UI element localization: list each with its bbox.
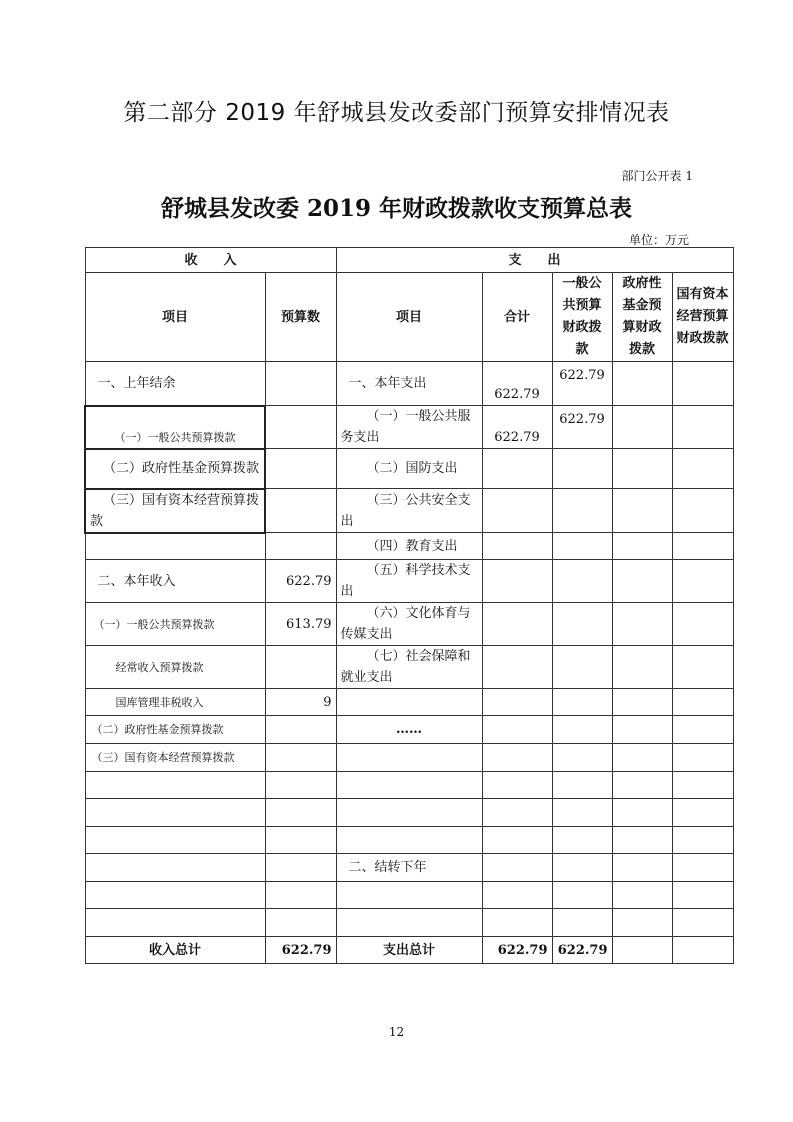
income-item: （二）政府性基金预算拨款 <box>85 449 265 489</box>
fund-value <box>612 854 672 882</box>
state-capital-header: 国有资本经营预算财政拨款 <box>672 273 733 362</box>
expense-total-header: 合计 <box>482 273 552 362</box>
income-item <box>85 827 265 854</box>
expense-total: 622.79 <box>482 362 552 406</box>
table-row <box>85 799 733 827</box>
table-row <box>85 489 733 533</box>
expense-item: （六）文化体育与传媒支出 <box>336 603 482 646</box>
fund-value <box>612 744 672 772</box>
expense-total-label: 支出总计 <box>336 937 482 964</box>
totals-row <box>85 937 733 964</box>
table-row <box>85 603 733 646</box>
state-value <box>672 489 733 533</box>
income-value <box>265 799 336 827</box>
expense-item: （五）科学技术支出 <box>336 560 482 603</box>
expense-total <box>482 799 552 827</box>
unit-label: 单位：万元 <box>628 233 689 247</box>
table-row <box>85 362 733 406</box>
state-value <box>672 362 733 406</box>
income-item: （二）政府性基金预算拨款 <box>85 716 265 744</box>
expense-item: （一）一般公共服务支出 <box>336 406 482 449</box>
income-value <box>265 449 336 489</box>
expense-total <box>482 533 552 560</box>
income-value: 9 <box>265 689 336 716</box>
income-value <box>265 646 336 689</box>
fund-value <box>612 560 672 603</box>
income-value: 622.79 <box>265 560 336 603</box>
income-item: （三）国有资本经营预算拨款 <box>85 744 265 772</box>
state-value <box>672 560 733 603</box>
income-item: （三）国有资本经营预算拨款 <box>85 489 265 533</box>
expense-item: （四）教育支出 <box>336 533 482 560</box>
income-value <box>265 772 336 799</box>
expense-item: （三）公共安全支出 <box>336 489 482 533</box>
income-item <box>85 533 265 560</box>
general-value <box>552 560 612 603</box>
expense-item: …… <box>336 716 482 744</box>
general-value <box>552 603 612 646</box>
fund-value <box>612 449 672 489</box>
page-number: 12 <box>388 1025 405 1039</box>
fund-value <box>612 909 672 937</box>
expense-item: 一、本年支出 <box>336 362 482 406</box>
state-value <box>672 827 733 854</box>
state-value <box>672 799 733 827</box>
general-value <box>552 449 612 489</box>
table-row <box>85 854 733 882</box>
general-value: 622.79 <box>552 362 612 406</box>
state-total-value <box>672 937 733 964</box>
expense-total <box>482 744 552 772</box>
income-value <box>265 882 336 909</box>
income-value <box>265 854 336 882</box>
general-value <box>552 854 612 882</box>
income-item-header: 项目 <box>85 273 265 362</box>
expense-header: 支 出 <box>336 248 733 273</box>
fund-value <box>612 882 672 909</box>
general-value <box>552 744 612 772</box>
table-title: 舒城县发改委 2019 年财政拨款收支预算总表 <box>160 195 633 222</box>
general-value <box>552 489 612 533</box>
table-row <box>85 646 733 689</box>
expense-item <box>336 744 482 772</box>
expense-item <box>336 799 482 827</box>
fund-value <box>612 827 672 854</box>
income-value <box>265 827 336 854</box>
fund-value <box>612 533 672 560</box>
expense-total: 622.79 <box>482 406 552 449</box>
state-value <box>672 603 733 646</box>
header-row-columns <box>85 273 733 362</box>
income-item: 一、上年结余 <box>85 362 265 406</box>
general-budget-header: 一般公共预算财政拨款 <box>552 273 612 362</box>
fund-value <box>612 489 672 533</box>
state-value <box>672 716 733 744</box>
table-row <box>85 716 733 744</box>
fund-value <box>612 406 672 449</box>
income-value <box>265 489 336 533</box>
general-value <box>552 799 612 827</box>
income-header: 收 入 <box>85 248 336 273</box>
table-row <box>85 882 733 909</box>
table-row <box>85 533 733 560</box>
income-value <box>265 744 336 772</box>
general-value: 622.79 <box>552 406 612 449</box>
state-value <box>672 646 733 689</box>
expense-total <box>482 882 552 909</box>
state-value <box>672 854 733 882</box>
budget-table <box>84 247 734 964</box>
fund-value <box>612 799 672 827</box>
expense-item-header: 项目 <box>336 273 482 362</box>
expense-total <box>482 449 552 489</box>
expense-item: 二、结转下年 <box>336 854 482 882</box>
fund-value <box>612 603 672 646</box>
income-value <box>265 362 336 406</box>
general-value <box>552 827 612 854</box>
expense-item: （二）国防支出 <box>336 449 482 489</box>
income-value: 613.79 <box>265 603 336 646</box>
state-value <box>672 772 733 799</box>
expense-item <box>336 772 482 799</box>
fund-value <box>612 362 672 406</box>
income-item <box>85 799 265 827</box>
income-item <box>85 854 265 882</box>
table-row <box>85 406 733 449</box>
state-value <box>672 449 733 489</box>
fund-total-value <box>612 937 672 964</box>
general-value <box>552 646 612 689</box>
header-row-group <box>85 248 733 273</box>
state-value <box>672 406 733 449</box>
table-number: 部门公开表 1 <box>621 169 693 183</box>
income-total-value: 622.79 <box>265 937 336 964</box>
fund-value <box>612 716 672 744</box>
income-item <box>85 772 265 799</box>
table-row <box>85 449 733 489</box>
fund-budget-header: 政府性基金预算财政拨款 <box>612 273 672 362</box>
expense-item: （七）社会保障和就业支出 <box>336 646 482 689</box>
expense-item <box>336 882 482 909</box>
table-row <box>85 560 733 603</box>
table-row <box>85 744 733 772</box>
expense-total <box>482 854 552 882</box>
state-value <box>672 689 733 716</box>
income-value <box>265 909 336 937</box>
income-total-label: 收入总计 <box>85 937 265 964</box>
state-value <box>672 533 733 560</box>
expense-total <box>482 716 552 744</box>
expense-total <box>482 827 552 854</box>
table-row <box>85 689 733 716</box>
income-item <box>85 882 265 909</box>
state-value <box>672 909 733 937</box>
fund-value <box>612 646 672 689</box>
general-value <box>552 533 612 560</box>
general-value <box>552 716 612 744</box>
fund-value <box>612 772 672 799</box>
expense-total <box>482 646 552 689</box>
expense-total <box>482 603 552 646</box>
expense-item <box>336 827 482 854</box>
expense-item <box>336 909 482 937</box>
expense-total <box>482 489 552 533</box>
expense-total <box>482 772 552 799</box>
fund-value <box>612 689 672 716</box>
expense-total <box>482 689 552 716</box>
state-value <box>672 744 733 772</box>
table-row <box>85 772 733 799</box>
expense-total-value: 622.79 <box>482 937 552 964</box>
table-row <box>85 909 733 937</box>
general-value <box>552 772 612 799</box>
general-value <box>552 909 612 937</box>
income-item: 经常收入预算拨款 <box>85 646 265 689</box>
income-budget-header: 预算数 <box>265 273 336 362</box>
general-value <box>552 882 612 909</box>
income-item <box>85 909 265 937</box>
expense-total <box>482 560 552 603</box>
general-value <box>552 689 612 716</box>
expense-total <box>482 909 552 937</box>
income-value <box>265 533 336 560</box>
income-value <box>265 716 336 744</box>
income-item: （一）一般公共预算拨款 <box>85 603 265 646</box>
income-item: 国库管理非税收入 <box>85 689 265 716</box>
general-total-value: 622.79 <box>552 937 612 964</box>
income-value <box>265 406 336 449</box>
income-item: （一）一般公共预算拨款 <box>85 406 265 449</box>
section-title: 第二部分 2019 年舒城县发改委部门预算安排情况表 <box>123 100 670 126</box>
state-value <box>672 882 733 909</box>
expense-item <box>336 689 482 716</box>
table-row <box>85 827 733 854</box>
income-item: 二、本年收入 <box>85 560 265 603</box>
